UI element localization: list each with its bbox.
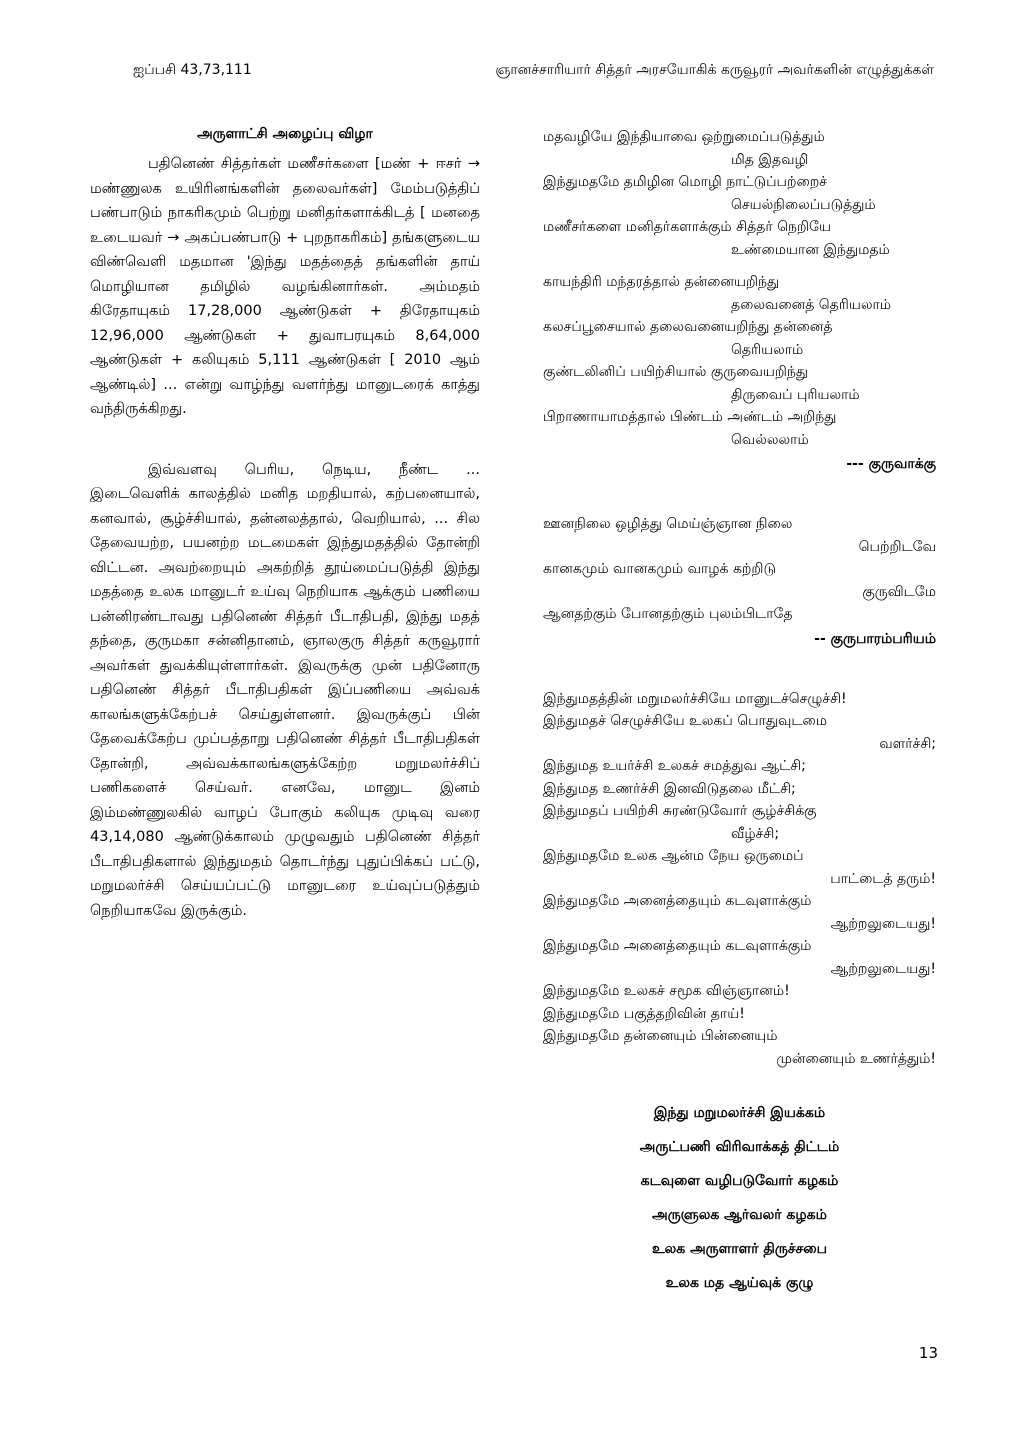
- verse-line: இந்துமதமே அனைத்தையும் கடவுளாக்கும்: [543, 938, 812, 954]
- verse-line: குண்டலினிப் பயிற்சியால் குருவையறிந்து: [543, 364, 809, 380]
- verse-attribution: --- குருவாக்கு: [846, 456, 936, 472]
- verse-line: காயந்திரி மந்தரத்தால் தன்னையறிந்து: [543, 274, 780, 290]
- organization-name: கடவுளை வழிபடுவோர் கழகம்: [640, 1173, 839, 1189]
- verse-line: மதவழியே இந்தியாவை ஒற்றுமைப்படுத்தும்: [543, 129, 825, 145]
- verse-attribution: -- குருபாரம்பரியம்: [814, 630, 936, 647]
- verse-line: கானகமும் வானகமும் வாழக் கற்றிடு: [543, 561, 776, 577]
- organization-name: உலக மத ஆய்வுக் குழு: [665, 1275, 814, 1291]
- verse-line: ஆற்றலுடையது!: [830, 960, 936, 977]
- verse-line: இந்துமத உணர்ச்சி இனவிடுதலை மீட்சி;: [543, 780, 796, 797]
- verse-line: ஆற்றலுடையது!: [830, 915, 936, 932]
- verse-line: தெரியலாம்: [731, 341, 804, 358]
- verse-line: இந்துமதமே உலக ஆன்ம நேய ஒருமைப்: [543, 848, 804, 864]
- verse-line: தலைவனைத் தெரியலாம்: [731, 296, 892, 313]
- verse-line: ஊனநிலை ஒழித்து மெய்ஞ்ஞான நிலை: [543, 516, 793, 532]
- verse-line: இந்துமத உயர்ச்சி உலகச் சமத்துவ ஆட்சி;: [543, 758, 806, 774]
- intro-paragraph: பதினெண் சித்தர்கள் மணீசர்களை [மண் + ஈசர் → மண்ணுலக உயிரினங்களின் தலைவர்கள்] மேம்படுத்திப் பண்பாடும் நாகரிகமும் பெற்று மனிதர்களாக்கிடத் [ மனதை உடையவர் → அகப்பண்பாடு + புறநாகரிகம்] தங்களுடைய விண்வெளி மதமான 'இந்து மதத்தைத் தங்களின் தாய் மொழியான தமிழில் வழங்கினார்கள். அம்மதம் கிரேதாயுகம் 17,28,000 ஆண்டுகள் + திரேதாயுகம் 12,96,000 ஆண்டுகள் + துவாபரயுகம் 8,64,000 ஆண்டுகள் + கலியுகம் 5,111 ஆண்டுகள் [ 2010 ஆம் ஆண்டில்] ... என்று வாழ்ந்து வளர்ந்து மானுடரைக் காத்து வந்திருக்கிறது.: [90, 156, 480, 417]
- verse-line: பாட்டைத் தரும்!: [830, 870, 936, 887]
- verse-block-guru-words: [543, 271, 936, 477]
- verse-line: இந்துமதமே உலகச் சமூக விஞ்ஞானம்!: [543, 983, 790, 999]
- organization-name: அருட்பணி விரிவாக்கத் திட்டம்: [639, 1139, 840, 1155]
- verse-line: வளர்ச்சி;: [879, 735, 936, 752]
- verse-line: இந்துமதச் செழுச்சியே உலகப் பொதுவுடமை: [543, 713, 828, 729]
- organization-name: இந்து மறுமலர்ச்சி இயக்கம்: [653, 1105, 826, 1121]
- page-number: 13: [918, 1344, 938, 1362]
- verse-line: இந்துமதமே பகுத்தறிவின் தாய்!: [543, 1005, 745, 1022]
- organization-name: உலக அருளாளர் திருச்சபை: [651, 1241, 828, 1257]
- verse-line: பெற்றிடவே: [858, 538, 936, 555]
- left-column: [90, 126, 480, 923]
- verse-block-hinduism: [543, 688, 936, 1071]
- organization-list: [543, 1096, 936, 1300]
- verse-line: செயல்நிலைப்படுத்தும்: [731, 196, 876, 213]
- verse-line: இந்துமதத்தின் மறுமலர்ச்சியே மானுடச்செழுச்சி!: [543, 690, 847, 707]
- verse-line: மித இதவழி: [731, 151, 809, 168]
- verse-line: திருவைப் புரியலாம்: [731, 386, 860, 403]
- verse-line: பிறாணாயாமத்தால் பிண்டம் அண்டம் அறிந்து: [543, 409, 837, 425]
- verse-line: இந்துமதமே தன்னையும் பின்னையும்: [543, 1028, 778, 1044]
- verse-block-unity: [543, 126, 936, 261]
- organization-name: அருளுலக ஆர்வலர் கழகம்: [652, 1207, 827, 1223]
- verse-line: இந்துமதமே அனைத்தையும் கடவுளாக்கும்: [543, 893, 812, 909]
- header-issue-date: ஐப்பசி 43,73,111: [133, 62, 252, 78]
- verse-line: மணீசர்களை மனிதர்களாக்கும் சித்தர் நெறியே: [543, 219, 831, 235]
- verse-line: உண்மையான இந்துமதம்: [731, 241, 890, 258]
- verse-line: குருவிடமே: [862, 583, 936, 600]
- verse-line: வெல்லலாம்: [731, 431, 809, 448]
- verse-line: இந்துமதப் பயிற்சி சுரண்டுவோர் சூழ்ச்சிக்கு: [543, 803, 817, 819]
- right-column: [543, 126, 936, 1300]
- verse-line: ஆனதற்கும் போனதற்கும் புலம்பிடாதே: [543, 606, 793, 622]
- verse-line: இந்துமதமே தமிழின மொழி நாட்டுப்பற்றைச்: [543, 174, 828, 190]
- body-paragraph: இவ்வளவு பெரிய, நெடிய, நீண்ட ... இடைவெளிக் காலத்தில் மனித மறதியால், கற்பனையால், கனவால், சூழ்ச்சியால், தன்னலத்தால், வெறியால், ... சில தேவையற்ற, பயனற்ற மடமைகள் இந்துமதத்தில் தோன்றி விட்டன. அவற்றையும் அகற்றித் தூய்மைப்படுத்தி இந்து மதத்தை உலக மானுடர் உய்வு நெறியாக ஆக்கும் பணியை பன்னிரண்டாவது பதினெண் சித்தர் பீடாதிபதி, இந்து மதத் தந்தை, குருமகா சன்னிதானம், ஞாலகுரு சித்தர் கருவூரார் அவர்கள் துவக்கியுள்ளார்கள். இவருக்கு முன் பதினோரு பதினெண் சித்தர் பீடாதிபதிகள் இப்பணியை அவ்வக் காலங்களுக்கேற்பச் செய்துள்ளனர். இவருக்குப் பின் தேவைக்கேற்ப முப்பத்தாறு பதினெண் சித்தர் பீடாதிபதிகள் தோன்றி, அவ்வக்காலங்களுக்கேற்ற மறுமலர்ச்சிப் பணிகளைச் செய்வர். எனவே, மானுட இனம் இம்மண்ணுலகில் வாழப் போகும் கலியுக முடிவு வரை 43,14,080 ஆண்டுக்காலம் முழுவதும் பதினெண் சித்தர் பீடாதிபதிகளால் இந்துமதம் தொடர்ந்து புதுப்பிக்கப் பட்டு, மறுமலர்ச்சி செய்யப்பட்டு மானுடரை உய்வுப்படுத்தும் நெறியாகவே இருக்கும்.: [90, 461, 480, 919]
- header-author-title: ஞானச்சாரியார் சித்தர் அரசயோகிக் கருவூரர் அவர்களின் எழுத்துக்கள்: [495, 62, 934, 78]
- verse-block-tradition: [543, 513, 936, 652]
- verse-line: முன்னையும் உணர்த்தும்!: [776, 1050, 936, 1067]
- article-title: அருளாட்சி அழைப்பு விழா: [197, 126, 373, 142]
- verse-line: வீழ்ச்சி;: [731, 825, 780, 842]
- verse-line: கலசப்பூசையால் தலைவனையறிந்து தன்னைத்: [543, 319, 833, 335]
